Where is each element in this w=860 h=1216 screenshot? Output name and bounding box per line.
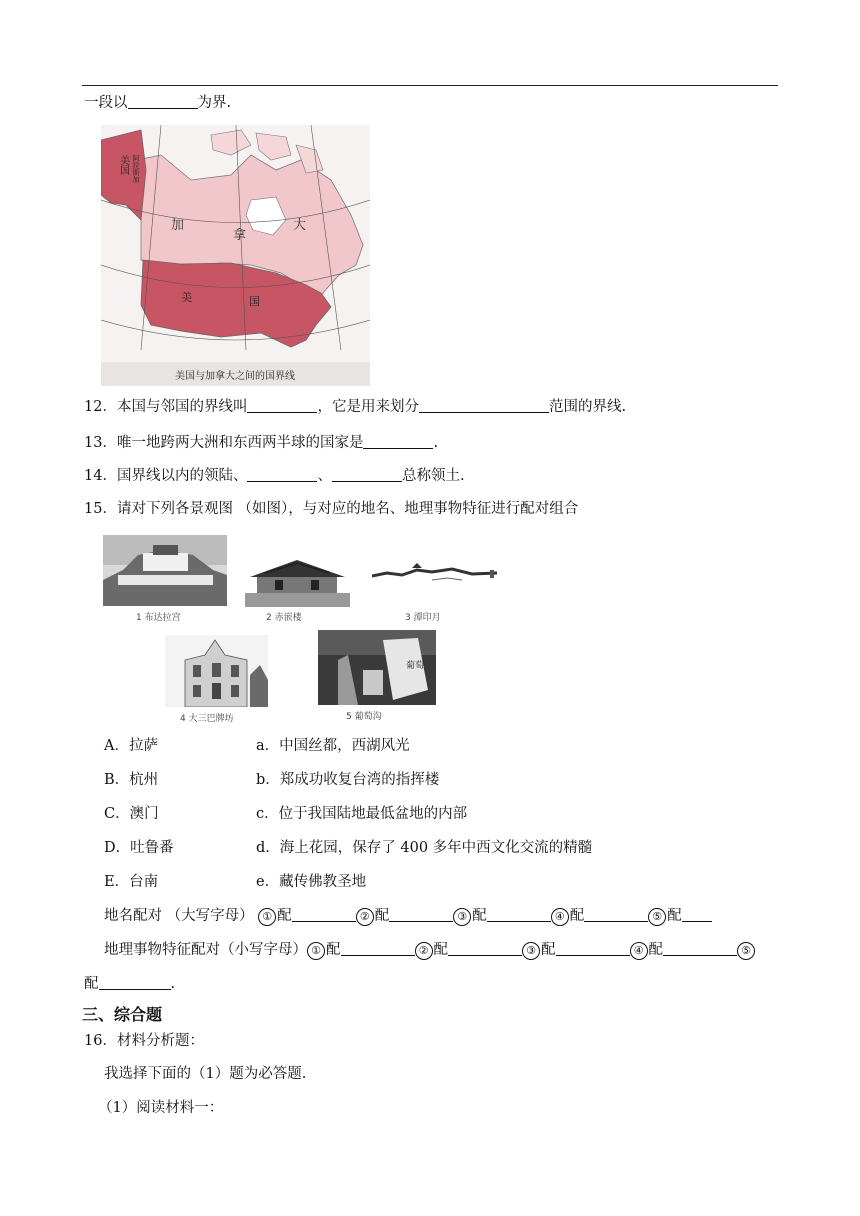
option-row-a: A．拉萨 a．中国丝都，西湖风光 <box>104 738 410 754</box>
option-row-c: C．澳门 c．位于我国陆地最低盆地的内部 <box>104 806 468 822</box>
answer-blank[interactable] <box>341 940 415 956</box>
photo-caption-5: 5 葡萄沟 <box>346 712 382 722</box>
feature-matching-line: 地理事物特征配对（小写字母） ① 配 ② 配 ③ 配 ④ 配 ⑤ <box>104 940 756 960</box>
answer-blank[interactable] <box>487 906 551 922</box>
continued-question-line: 一段以 为界. <box>84 95 232 111</box>
question-16-material-heading: （1）阅读材料一： <box>98 1100 224 1116</box>
answer-blank[interactable] <box>363 433 433 449</box>
answer-blank[interactable] <box>99 974 171 990</box>
photo-lake <box>372 560 497 590</box>
question-15: 15．请对下列各景观图 （如图），与对应的地名、地理事物特征进行配对组合 <box>84 501 579 517</box>
photo-caption-4: 4 大三巴牌坊 <box>180 714 234 724</box>
question-16: 16．材料分析题： <box>84 1033 204 1049</box>
answer-blank[interactable] <box>247 466 317 482</box>
question-14: 14．国界线以内的领陆、 、 总称领土. <box>84 468 465 484</box>
photo-caption-1: 1 布达拉宫 <box>136 613 181 623</box>
photo-caption-3: 3 潭印月 <box>405 613 441 623</box>
answer-blank[interactable] <box>663 940 737 956</box>
map-caption: 美国与加拿大之间的国界线 <box>175 371 295 382</box>
map-label-usa-alaska: 美国 <box>117 155 129 175</box>
map-label-usa-2: 国 <box>249 295 260 308</box>
answer-blank[interactable] <box>682 906 712 922</box>
question-12: 12．本国与邻国的界线叫 ，它是用来划分 范围的界线. <box>84 399 627 415</box>
answer-blank[interactable] <box>247 397 317 413</box>
option-row-d: D．吐鲁番 d．海上花园，保存了 400 多年中西文化交流的精髓 <box>104 840 593 856</box>
section-heading-comprehensive: 三、综合题 <box>82 1005 163 1024</box>
question-16-instruction: 我选择下面的（1）题为必答题. <box>104 1066 307 1082</box>
map-label-canada-1: 加 <box>171 218 185 233</box>
map-label-alaska: 阿拉斯加 <box>132 155 140 183</box>
map-label-usa-1: 美 <box>181 291 192 304</box>
photo-chikan-tower <box>245 555 350 607</box>
question-13: 13．唯一地跨两大洲和东西两半球的国家是 . <box>84 435 439 451</box>
answer-blank[interactable] <box>448 940 522 956</box>
answer-blank[interactable] <box>332 466 402 482</box>
map-label-canada-3: 大 <box>293 218 307 233</box>
place-matching-line: 地名配对 （大写字母） ① 配 ② 配 ③ 配 ④ 配 ⑤ 配 <box>104 906 712 926</box>
answer-blank[interactable] <box>292 906 356 922</box>
answer-blank[interactable] <box>128 93 198 109</box>
photo-grape-valley <box>318 630 436 705</box>
map-label-canada-2: 拿 <box>233 228 247 243</box>
photo-potala-palace <box>103 535 227 606</box>
answer-blank[interactable] <box>419 397 549 413</box>
svg-text:葡萄: 葡萄 <box>406 661 425 671</box>
feature-matching-continued: 配 . <box>84 976 176 992</box>
answer-blank[interactable] <box>556 940 630 956</box>
photo-caption-2: 2 赤嵌楼 <box>266 613 302 623</box>
option-row-b: B．杭州 b．郑成功收复台湾的指挥楼 <box>104 772 440 788</box>
us-canada-border-map <box>101 125 370 386</box>
answer-blank[interactable] <box>389 906 453 922</box>
answer-blank[interactable] <box>584 906 648 922</box>
option-row-e: E．台南 e．藏传佛教圣地 <box>104 874 367 890</box>
photo-ruins-st-paul <box>165 635 268 707</box>
header-rule <box>82 85 778 86</box>
